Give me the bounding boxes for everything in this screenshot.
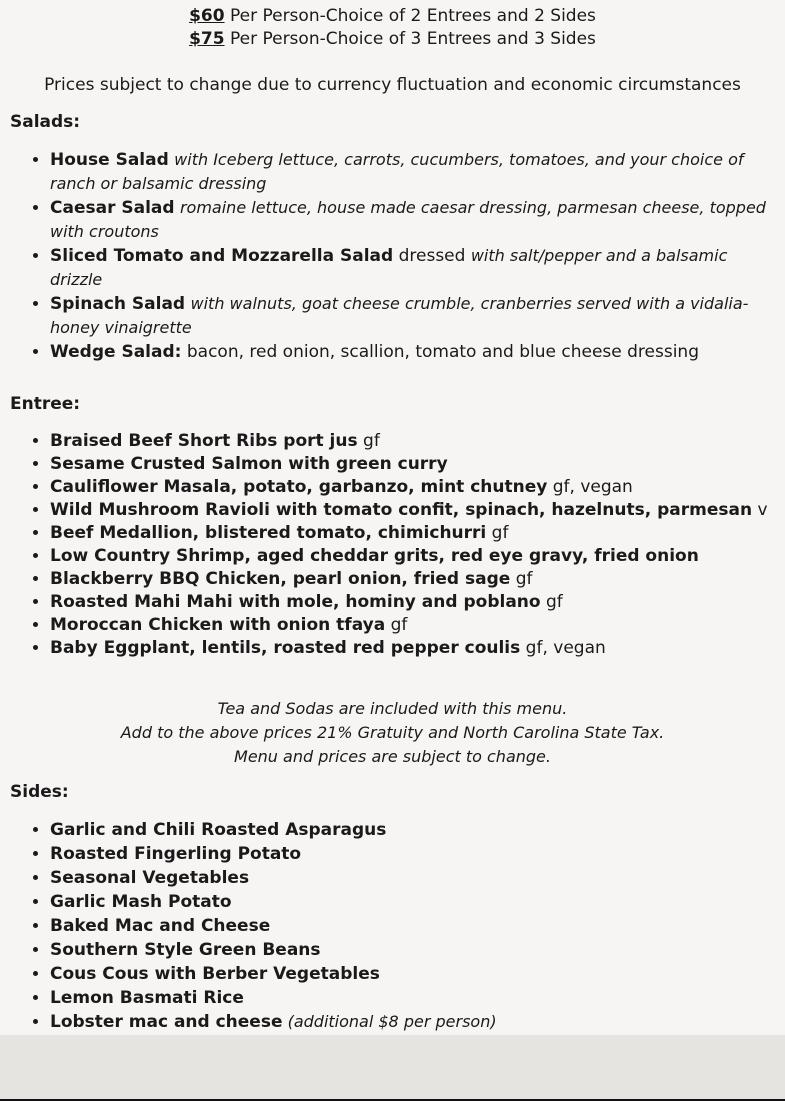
- item-sep: bacon, red onion, scallion, tomato and blue cheese dressing: [181, 342, 699, 362]
- price-option-2: [0, 5, 785, 28]
- menu-notes: [0, 697, 785, 769]
- list-item: [50, 866, 785, 890]
- entree-section: [0, 393, 785, 660]
- item-name: Lobster mac and cheese: [50, 1012, 283, 1032]
- salads-list: [0, 148, 785, 364]
- list-item: [50, 568, 785, 591]
- sides-title: Sides:: [10, 782, 69, 802]
- item-description: with walnuts, goat cheese crumble, cranberries served with a vidalia-honey vinaigrette: [50, 294, 749, 337]
- list-item: [50, 962, 785, 986]
- item-tag: gf: [357, 431, 380, 451]
- item-name: Garlic and Chili Roasted Asparagus: [50, 820, 387, 840]
- salads-title: Salads:: [10, 112, 81, 132]
- pricing-block: [0, 5, 785, 97]
- list-item: [50, 340, 785, 364]
- list-item: [50, 522, 785, 545]
- item-name: Moroccan Chicken with onion tfaya: [50, 615, 386, 635]
- item-name: Braised Beef Short Ribs port jus: [50, 431, 358, 451]
- list-item: [50, 842, 785, 866]
- item-name: Blackberry BBQ Chicken, pearl onion, fried sage: [50, 569, 511, 589]
- list-item: [50, 430, 785, 453]
- price-notice: Prices subject to change due to currency fluctuation and economic circumstances: [44, 75, 741, 95]
- list-item: [50, 499, 785, 522]
- list-item: [50, 890, 785, 914]
- item-name: Southern Style Green Beans: [50, 940, 321, 960]
- list-item: [50, 637, 785, 660]
- item-name: Wild Mushroom Ravioli with tomato confit, spinach, hazelnuts, parmesan: [50, 500, 753, 520]
- price-description: Per Person-Choice of 3 Entrees and 3 Sides: [224, 29, 596, 49]
- list-item: [50, 938, 785, 962]
- item-tag: gf: [510, 569, 533, 589]
- item-name: Sliced Tomato and Mozzarella Salad: [50, 246, 394, 266]
- item-name: Spinach Salad: [50, 294, 186, 314]
- salads-section: [0, 111, 785, 364]
- list-item: [50, 453, 785, 476]
- price-amount: $60: [189, 6, 225, 26]
- item-sep: dressed: [393, 246, 471, 266]
- item-description: with salt/pepper and a balsamic drizzle: [50, 246, 728, 289]
- item-tag: gf: [385, 615, 408, 635]
- item-name: Baby Eggplant, lentils, roasted red pepper coulis: [50, 638, 521, 658]
- list-item: [50, 818, 785, 842]
- item-name: Cous Cous with Berber Vegetables: [50, 964, 380, 984]
- price-option-3: [0, 28, 785, 51]
- list-item: [50, 148, 785, 196]
- item-tag: gf: [486, 523, 509, 543]
- item-name: Lemon Basmati Rice: [50, 988, 244, 1008]
- list-item: [50, 292, 785, 340]
- item-description: (additional $8 per person): [282, 1012, 497, 1031]
- item-tag: gf, vegan: [547, 477, 633, 497]
- entree-list: [0, 430, 785, 660]
- item-tag: gf: [540, 592, 563, 612]
- list-item: [50, 614, 785, 637]
- item-name: Sesame Crusted Salmon with green curry: [50, 454, 448, 474]
- list-item: [50, 986, 785, 1010]
- sides-list: [0, 818, 785, 1034]
- note-line: Tea and Sodas are included with this menu.: [217, 699, 568, 718]
- item-name: House Salad: [50, 150, 169, 170]
- item-name: Wedge Salad:: [50, 342, 182, 362]
- item-name: Cauliflower Masala, potato, garbanzo, mint chutney: [50, 477, 548, 497]
- item-name: Roasted Fingerling Potato: [50, 844, 302, 864]
- list-item: [50, 1010, 785, 1034]
- item-name: Baked Mac and Cheese: [50, 916, 271, 936]
- list-item: [50, 196, 785, 244]
- item-description: romaine lettuce, house made caesar dressing, parmesan cheese, topped with croutons: [50, 198, 766, 241]
- item-description: with Iceberg lettuce, carrots, cucumbers, tomatoes, and your choice of ranch or balsamic dressing: [50, 150, 744, 193]
- entree-title: Entree:: [10, 394, 81, 414]
- footer-band: [0, 1035, 785, 1099]
- item-name: Low Country Shrimp, aged cheddar grits, red eye gravy, fried onion: [50, 546, 699, 566]
- item-name: Garlic Mash Potato: [50, 892, 232, 912]
- item-name: Roasted Mahi Mahi with mole, hominy and poblano: [50, 592, 541, 612]
- sides-section: [0, 781, 785, 1034]
- price-amount: $75: [189, 29, 225, 49]
- item-name: Seasonal Vegetables: [50, 868, 250, 888]
- item-name: Beef Medallion, blistered tomato, chimichurri: [50, 523, 487, 543]
- list-item: [50, 545, 785, 568]
- item-tag: v: [752, 500, 768, 520]
- note-line: Add to the above prices 21% Gratuity and North Carolina State Tax.: [120, 723, 665, 742]
- list-item: [50, 591, 785, 614]
- price-description: Per Person-Choice of 2 Entrees and 2 Sides: [224, 6, 596, 26]
- note-line: Menu and prices are subject to change.: [234, 747, 551, 766]
- item-name: Caesar Salad: [50, 198, 175, 218]
- list-item: [50, 476, 785, 499]
- item-tag: gf, vegan: [520, 638, 606, 658]
- list-item: [50, 244, 785, 292]
- list-item: [50, 914, 785, 938]
